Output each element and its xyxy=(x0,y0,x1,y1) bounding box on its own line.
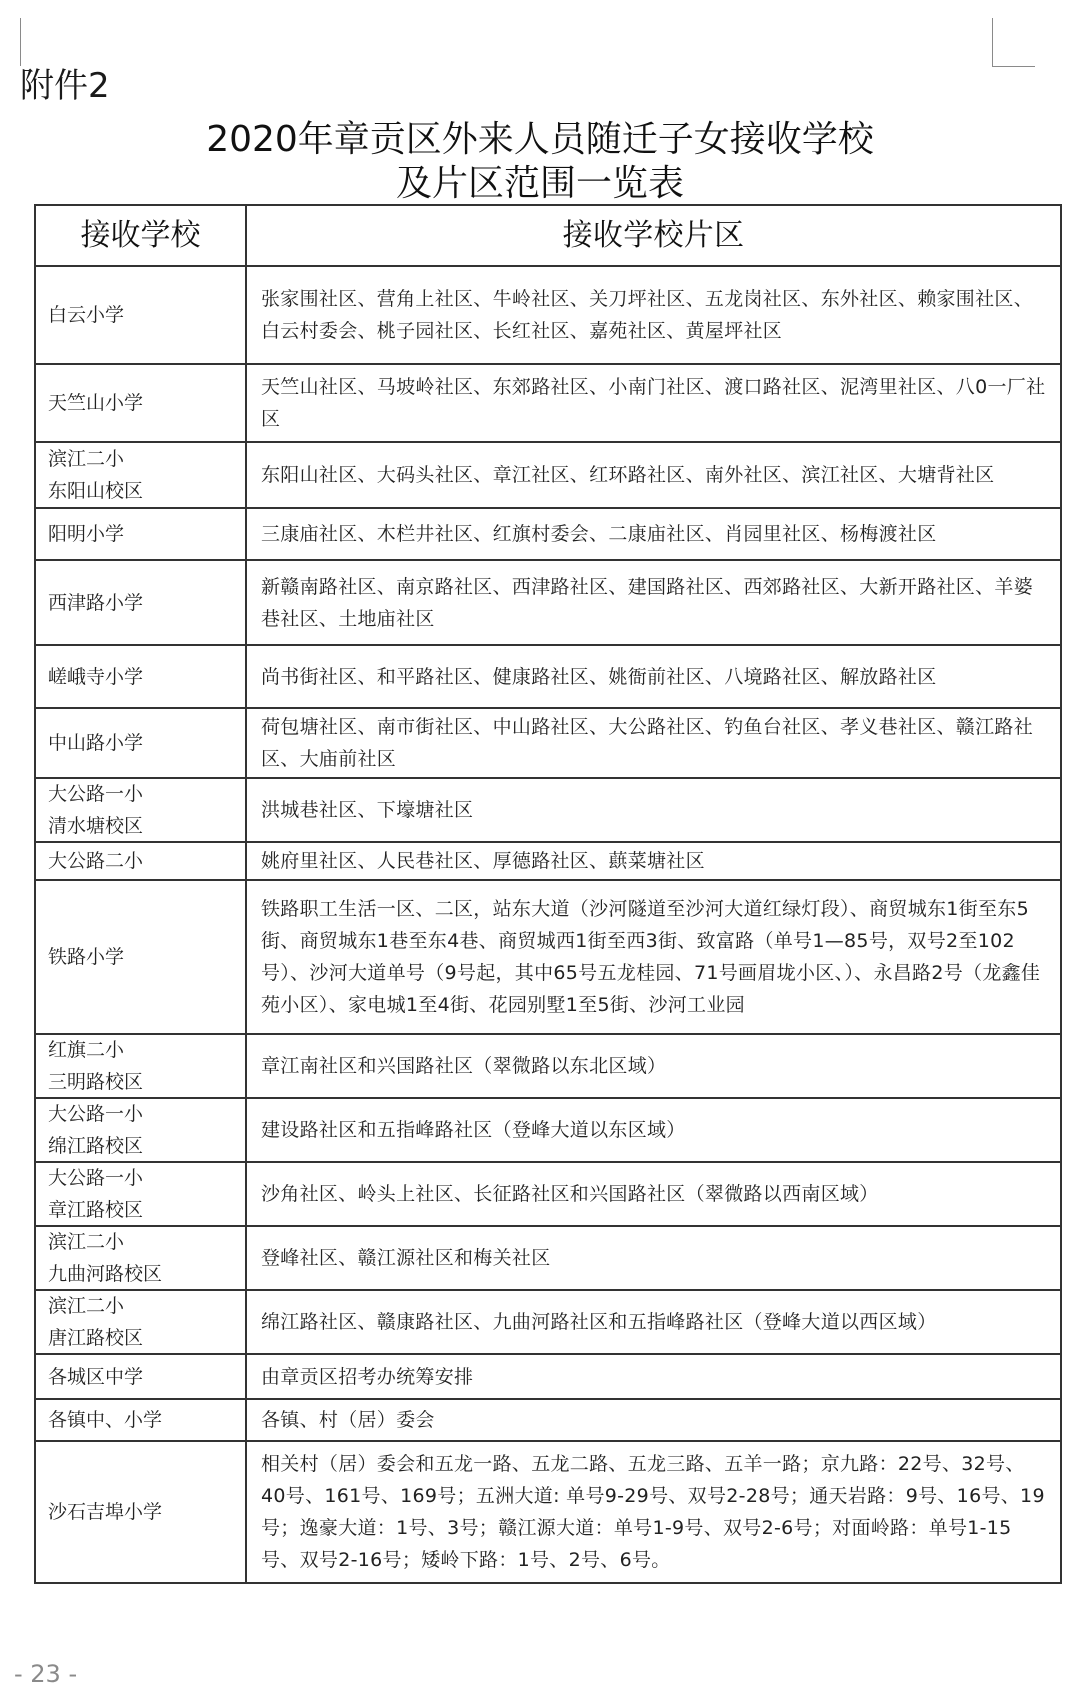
table-header-row xyxy=(36,206,1060,267)
school-area: 新赣南路社区、南京路社区、西津路社区、建国路社区、西郊路社区、大新开路社区、羊婆巷社区、土地庙社区 xyxy=(261,575,1034,630)
school-name: 嵯峨寺小学 xyxy=(36,646,247,707)
school-area: 铁路职工生活一区、二区，站东大道（沙河隧道至沙河大道红绿灯段）、商贸城东1街至东5街、商贸城东1巷至东4巷、商贸城西1街至西3街、致富路（单号1—85号，双号2至102号）、沙河大道单号（9号起，其中65号五龙桂园、71号画眉垅小区、）、永昌路2号（龙鑫佳苑小区）、家电城1至4街、花园别墅1至5街、沙河工业园 xyxy=(261,898,1041,1016)
table-row xyxy=(36,1400,1060,1442)
table-row xyxy=(36,881,1060,1035)
table-row xyxy=(36,843,1060,881)
school-area: 章江南社区和兴国路社区（翠微路以东北区域） xyxy=(261,1055,667,1077)
school-name: 滨江二小 九曲河路校区 xyxy=(36,1227,247,1289)
school-name: 滨江二小 东阳山校区 xyxy=(36,443,247,507)
school-area: 建设路社区和五指峰路社区（登峰大道以东区域） xyxy=(261,1119,686,1141)
table-row xyxy=(36,1355,1060,1400)
school-area: 荷包塘社区、南市街社区、中山路社区、大公路社区、钓鱼台社区、孝义巷社区、赣江路社区、大庙前社区 xyxy=(261,716,1034,770)
school-area: 沙角社区、岭头上社区、长征路社区和兴国路社区（翠微路以西南区域） xyxy=(261,1183,879,1205)
school-name: 各镇中、小学 xyxy=(36,1400,247,1440)
school-area: 三康庙社区、木栏井社区、红旗村委会、二康庙社区、肖园里社区、杨梅渡社区 xyxy=(261,523,937,545)
header-area: 接收学校片区 xyxy=(562,217,745,253)
table-row xyxy=(36,709,1060,779)
table-row xyxy=(36,365,1060,443)
school-area: 各镇、村（居）委会 xyxy=(261,1409,435,1431)
document-title-line1: 2020年章贡区外来人员随迁子女接收学校 xyxy=(206,119,874,160)
school-name: 中山路小学 xyxy=(36,709,247,777)
table-row xyxy=(36,267,1060,365)
table-row xyxy=(36,561,1060,646)
school-area: 相关村（居）委会和五龙一路、五龙二路、五龙三路、五羊一路；京九路：22号、32号、40号、161号、169号；五洲大道: 单号9-29号、双号2-28号；通天岩路：9号、16号、19号；逸豪大道：1号、3号；赣江源大道：单号1-9号、双号2-6号；对面岭路：单号1-15号、双号2-16号；矮岭下路：1号、2号、6号。 xyxy=(261,1453,1045,1571)
school-area: 洪城巷社区、下壕塘社区 xyxy=(261,799,474,821)
table-row xyxy=(36,1291,1060,1355)
page-corner-mark-right xyxy=(992,18,1035,67)
school-name: 红旗二小 三明路校区 xyxy=(36,1035,247,1097)
school-area: 尚书街社区、和平路社区、健康路社区、姚衙前社区、八境路社区、解放路社区 xyxy=(261,665,937,688)
table-row xyxy=(36,1163,1060,1227)
school-name: 铁路小学 xyxy=(36,881,247,1033)
school-name: 阳明小学 xyxy=(36,509,247,559)
table-row xyxy=(36,1227,1060,1291)
school-name: 天竺山小学 xyxy=(36,365,247,441)
school-area: 由章贡区招考办统筹安排 xyxy=(261,1365,474,1388)
table-row xyxy=(36,1035,1060,1099)
table-row xyxy=(36,1442,1060,1582)
school-area-table xyxy=(34,204,1062,1584)
table-row xyxy=(36,646,1060,709)
school-area: 登峰社区、赣江源社区和梅关社区 xyxy=(261,1247,551,1269)
school-area: 绵江路社区、赣康路社区、九曲河路社区和五指峰路社区（登峰大道以西区域） xyxy=(261,1311,937,1333)
school-area: 天竺山社区、马坡岭社区、东郊路社区、小南门社区、渡口路社区、泥湾里社区、八0一厂社区 xyxy=(261,376,1046,430)
table-row xyxy=(36,1099,1060,1163)
document-title-line2: 及片区范围一览表 xyxy=(395,163,684,204)
table-row xyxy=(36,509,1060,561)
page-number: - 23 - xyxy=(14,1660,78,1688)
school-name: 各城区中学 xyxy=(36,1355,247,1398)
header-school: 接收学校 xyxy=(36,206,247,265)
school-name: 西津路小学 xyxy=(36,561,247,644)
annex-label: 附件2 xyxy=(20,66,110,106)
table-row xyxy=(36,779,1060,843)
school-area: 姚府里社区、人民巷社区、厚德路社区、蕻菜塘社区 xyxy=(261,850,705,872)
school-name: 沙石吉埠小学 xyxy=(36,1442,247,1582)
school-name: 大公路一小 绵江路校区 xyxy=(36,1099,247,1161)
school-area: 张家围社区、营角上社区、牛岭社区、关刀坪社区、五龙岗社区、东外社区、赖家围社区、白云村委会、桃子园社区、长红社区、嘉苑社区、黄屋坪社区 xyxy=(261,288,1034,342)
school-name: 大公路二小 xyxy=(36,843,247,879)
school-name: 滨江二小 唐江路校区 xyxy=(36,1291,247,1353)
school-area: 东阳山社区、大码头社区、章江社区、红环路社区、南外社区、滨江社区、大塘背社区 xyxy=(261,464,995,486)
school-name: 白云小学 xyxy=(36,267,247,363)
page-corner-mark-left xyxy=(8,18,21,66)
school-name: 大公路一小 章江路校区 xyxy=(36,1163,247,1225)
table-row xyxy=(36,443,1060,509)
school-name: 大公路一小 清水塘校区 xyxy=(36,779,247,841)
